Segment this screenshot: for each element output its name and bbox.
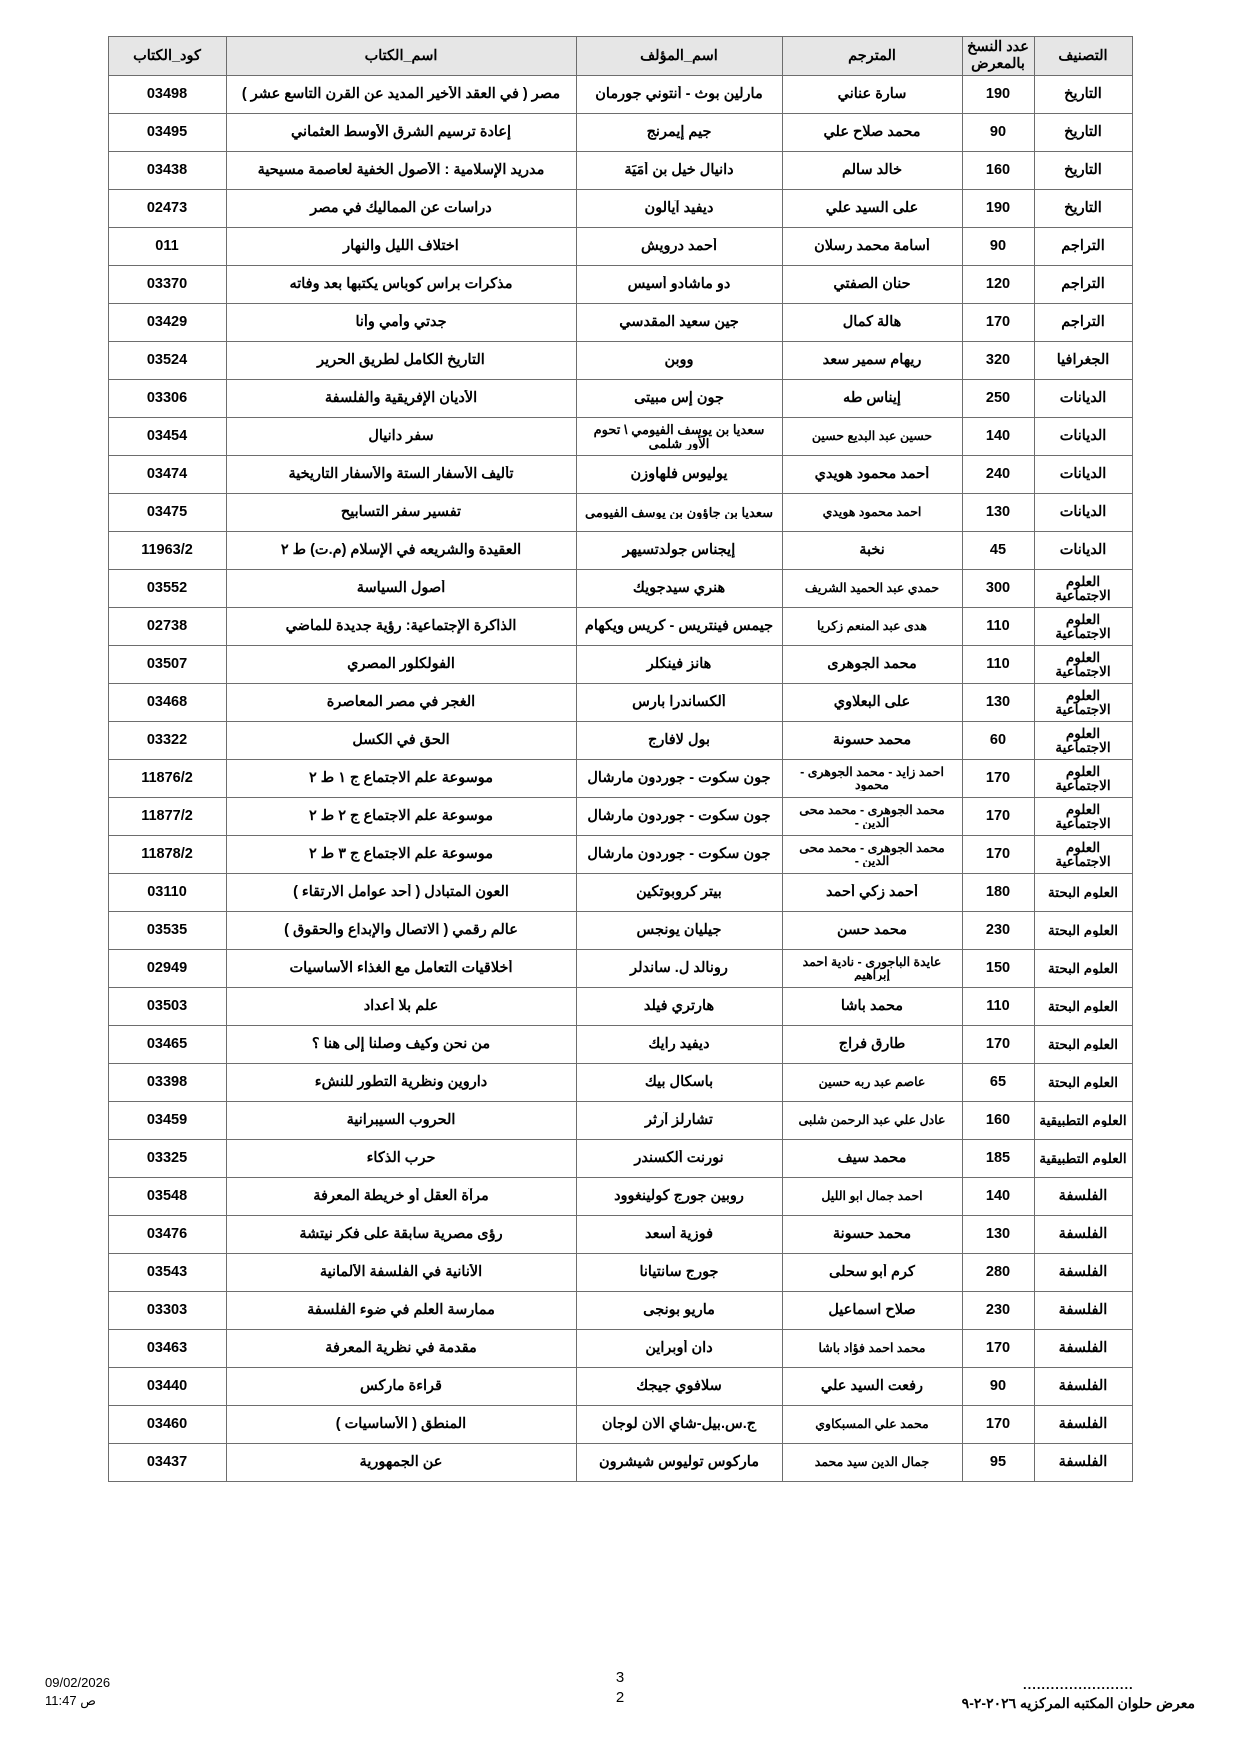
cell-copies: 60 [962,722,1034,760]
cell-author: يوليوس فلهاوزن [576,456,782,494]
cell-classification: التاريخ [1034,190,1132,228]
cell-classification: الفلسفة [1034,1330,1132,1368]
cell-title: الأديان الإفريقية والفلسفة [226,380,576,418]
cell-translator: أحمد محمود هويدي [782,456,962,494]
cell-author: جين سعيد المقدسي [576,304,782,342]
cell-copies: 130 [962,1216,1034,1254]
cell-translator: حسين عبد البديع حسين [782,418,962,456]
table-row [108,570,1132,608]
cell-translator: أحمد زكي أحمد [782,874,962,912]
cell-classification: الفلسفة [1034,1216,1132,1254]
cell-classification: التاريخ [1034,152,1132,190]
cell-translator: سارة عناني [782,76,962,114]
footer-exhibition-label: معرض حلوان المكتبه المركزيه ٢٠٢٦-٢-٩ [961,1694,1195,1711]
cell-author: جورج سانتيانا [576,1254,782,1292]
footer-time: 11:47 ص [45,1693,96,1709]
cell-translator: إيناس طه [782,380,962,418]
table-row [108,684,1132,722]
cell-classification: العلوم الاجتماعية [1034,646,1132,684]
cell-code: 03465 [108,1026,226,1064]
table-header [108,37,1132,76]
page-number-bottom: 2 [615,1688,625,1706]
cell-code: 03398 [108,1064,226,1102]
cell-translator: محمد سيف [782,1140,962,1178]
cell-title: سفر دانيال [226,418,576,456]
table-row [108,152,1132,190]
page-footer [0,1660,1240,1732]
table-row [108,532,1132,570]
cell-title: جدتي وأمي وأنا [226,304,576,342]
table-row [108,912,1132,950]
cell-title: الأنانية في الفلسفة الألمانية [226,1254,576,1292]
cell-author: ج.س.بيل-شاي الان لوجان [576,1406,782,1444]
cell-copies: 160 [962,152,1034,190]
table-row [108,76,1132,114]
cell-title: داروين ونظرية التطور للنشء [226,1064,576,1102]
cell-title: المنطق ( الأساسيات ) [226,1406,576,1444]
cell-title: مذكرات براس كوباس يكتبها بعد وفاته [226,266,576,304]
cell-code: 03495 [108,114,226,152]
cell-code: 02738 [108,608,226,646]
cell-copies: 170 [962,760,1034,798]
cell-code: 03498 [108,76,226,114]
cell-title: موسوعة علم الاجتماع ج ٢ ط ٢ [226,798,576,836]
cell-code: 03503 [108,988,226,1026]
cell-author: دان أوبراين [576,1330,782,1368]
cell-translator: حنان الصفتي [782,266,962,304]
cell-author: سلافوي جيجك [576,1368,782,1406]
cell-classification: الفلسفة [1034,1178,1132,1216]
cell-code: 03524 [108,342,226,380]
page-number-top: 3 [615,1669,625,1686]
cell-copies: 90 [962,228,1034,266]
cell-copies: 320 [962,342,1034,380]
cell-author: ماركوس توليوس شيشرون [576,1444,782,1482]
cell-classification: العلوم الاجتماعية [1034,798,1132,836]
cell-copies: 170 [962,836,1034,874]
cell-classification: التاريخ [1034,76,1132,114]
cell-classification: الديانات [1034,532,1132,570]
cell-author: جيمس فينتريس - كريس ويكهام [576,608,782,646]
cell-code: 03454 [108,418,226,456]
cell-code: 11876/2 [108,760,226,798]
cell-author: هارتري فيلد [576,988,782,1026]
cell-classification: العلوم الاجتماعية [1034,836,1132,874]
cell-author: ديفيد رايك [576,1026,782,1064]
cell-copies: 190 [962,190,1034,228]
cell-copies: 110 [962,988,1034,1026]
table-row [108,380,1132,418]
table-row [108,836,1132,874]
cell-translator: أسامة محمد رسلان [782,228,962,266]
cell-title: مصر ( في العقد الأخير المديد عن القرن التاسع عشر ) [226,76,576,114]
cell-copies: 170 [962,798,1034,836]
cell-copies: 90 [962,1368,1034,1406]
cell-code: 03552 [108,570,226,608]
cell-classification: العلوم البحتة [1034,988,1132,1026]
cell-copies: 140 [962,418,1034,456]
table-row [108,266,1132,304]
cell-copies: 180 [962,874,1034,912]
cell-code: 03325 [108,1140,226,1178]
table-row [108,304,1132,342]
cell-author: جون سكوت - جوردون مارشال [576,836,782,874]
cell-author: ألكساندرا بارس [576,684,782,722]
table-row [108,988,1132,1026]
cell-copies: 130 [962,494,1034,532]
cell-author: ديفيد آيالون [576,190,782,228]
table-row [108,1140,1132,1178]
cell-translator: عايدة الباجورى - نادية أحمد إبراهيم [782,950,962,988]
cell-code: 03543 [108,1254,226,1292]
column-header-copies: عدد النسخ بالمعرض [962,37,1034,76]
cell-title: أصول السياسة [226,570,576,608]
table-row [108,1064,1132,1102]
table-row [108,1178,1132,1216]
cell-author: جيليان يونجس [576,912,782,950]
cell-title: عن الجمهورية [226,1444,576,1482]
cell-classification: الجغرافيا [1034,342,1132,380]
table-body [108,76,1132,1482]
cell-author: دو ماشادو أسيس [576,266,782,304]
cell-classification: العلوم الاجتماعية [1034,608,1132,646]
cell-author: جون سكوت - جوردون مارشال [576,798,782,836]
cell-code: 03303 [108,1292,226,1330]
cell-translator: عادل علي عبد الرحمن شلبى [782,1102,962,1140]
cell-code: 03507 [108,646,226,684]
cell-title: موسوعة علم الاجتماع ج ١ ط ٢ [226,760,576,798]
cell-translator: هالة كمال [782,304,962,342]
column-header-author: اسم_المؤلف [576,37,782,76]
column-header-classification: التصنيف [1034,37,1132,76]
table-row [108,608,1132,646]
cell-code: 03306 [108,380,226,418]
cell-title: إعادة ترسيم الشرق الأوسط العثماني [226,114,576,152]
cell-author: جون إس مبيتى [576,380,782,418]
cell-code: 11878/2 [108,836,226,874]
cell-code: 011 [108,228,226,266]
cell-copies: 130 [962,684,1034,722]
cell-author: بول لافارج [576,722,782,760]
cell-title: رؤى مصرية سابقة على فكر نيتشة [226,1216,576,1254]
cell-code: 03475 [108,494,226,532]
cell-translator: محمد حسونة [782,722,962,760]
cell-title: التاريخ الكامل لطريق الحرير [226,342,576,380]
cell-classification: العلوم الاجتماعية [1034,760,1132,798]
cell-translator: احمد زايد - محمد الجوهرى - محمود [782,760,962,798]
cell-translator: ريهام سمير سعد [782,342,962,380]
cell-copies: 140 [962,1178,1034,1216]
cell-classification: العلوم البحتة [1034,874,1132,912]
cell-title: ممارسة العلم في ضوء الفلسفة [226,1292,576,1330]
books-table [108,36,1133,1482]
cell-code: 03322 [108,722,226,760]
cell-code: 03110 [108,874,226,912]
cell-title: الذاكرة الإجتماعية: رؤية جديدة للماضي [226,608,576,646]
cell-classification: العلوم الاجتماعية [1034,570,1132,608]
cell-code: 11877/2 [108,798,226,836]
cell-classification: الفلسفة [1034,1406,1132,1444]
cell-classification: التراجم [1034,228,1132,266]
cell-translator: جمال الدين سيد محمد [782,1444,962,1482]
cell-title: مقدمة في نظرية المعرفة [226,1330,576,1368]
cell-author: سعديا بن جاؤون بن يوسف الفيومى [576,494,782,532]
cell-title: مدريد الإسلامية : الأصول الخفية لعاصمة مسيحية [226,152,576,190]
table-row [108,228,1132,266]
cell-translator: هدى عبد المنعم زكريا [782,608,962,646]
column-header-title: اسم_الكتاب [226,37,576,76]
cell-author: أحمد درويش [576,228,782,266]
cell-classification: الديانات [1034,418,1132,456]
column-header-code: كود_الكتاب [108,37,226,76]
column-header-translator: المترجم [782,37,962,76]
table-row [108,494,1132,532]
cell-author: دانيال خيل بن أمَيَة [576,152,782,190]
cell-code: 03548 [108,1178,226,1216]
table-row [108,760,1132,798]
cell-author: بيتر كروبوتكين [576,874,782,912]
cell-author: روبين جورج كولينغوود [576,1178,782,1216]
cell-translator: صلاح اسماعيل [782,1292,962,1330]
cell-title: علم بلا أعداد [226,988,576,1026]
cell-translator: عاصم عبد ربه حسين [782,1064,962,1102]
cell-author: ماريو بونجى [576,1292,782,1330]
table-row [108,456,1132,494]
cell-translator: محمد باشا [782,988,962,1026]
cell-author: هنري سيدجويك [576,570,782,608]
cell-translator: على البعلاوي [782,684,962,722]
table-row [108,114,1132,152]
cell-code: 03370 [108,266,226,304]
cell-classification: التاريخ [1034,114,1132,152]
cell-title: اختلاف الليل والنهار [226,228,576,266]
footer-date: 09/02/2026 [45,1675,111,1690]
table-row [108,418,1132,456]
table-row [108,1330,1132,1368]
cell-author: مارلين بوث - أنتوني جورمان [576,76,782,114]
cell-author: إيجناس جولدتسيهر [576,532,782,570]
cell-title: دراسات عن المماليك في مصر [226,190,576,228]
cell-code: 03438 [108,152,226,190]
cell-code: 03437 [108,1444,226,1482]
cell-title: تأليف الأسفار الستة والأسفار التاريخية [226,456,576,494]
cell-title: العون المتبادل ( أحد عوامل الارتقاء ) [226,874,576,912]
cell-translator: نخبة [782,532,962,570]
cell-classification: العلوم البحتة [1034,1026,1132,1064]
cell-author: سعديا بن يوسف الفيومي \ تحوم الأور شلمى [576,418,782,456]
cell-title: الحروب السيبرانية [226,1102,576,1140]
cell-classification: التراجم [1034,304,1132,342]
cell-title: الغجر في مصر المعاصرة [226,684,576,722]
cell-classification: العلوم البحتة [1034,912,1132,950]
footer-timestamp [45,1674,110,1710]
cell-classification: الديانات [1034,494,1132,532]
table-row [108,646,1132,684]
cell-classification: العلوم البحتة [1034,1064,1132,1102]
cell-classification: العلوم التطبيقية [1034,1102,1132,1140]
footer-dots: ........................ [1022,1677,1134,1692]
cell-author: نورنت ألكسندر [576,1140,782,1178]
cell-translator: محمد حسن [782,912,962,950]
table-row [108,1444,1132,1482]
table-row [108,950,1132,988]
cell-code: 03476 [108,1216,226,1254]
cell-copies: 170 [962,304,1034,342]
table-row [108,1216,1132,1254]
cell-code: 03459 [108,1102,226,1140]
cell-code: 03460 [108,1406,226,1444]
cell-classification: التراجم [1034,266,1132,304]
table-row [108,722,1132,760]
table-row [108,1102,1132,1140]
cell-title: حرب الذكاء [226,1140,576,1178]
cell-classification: العلوم التطبيقية [1034,1140,1132,1178]
cell-copies: 45 [962,532,1034,570]
footer-exhibition-block [962,1676,1195,1712]
cell-translator: محمد أحمد فؤاد باشا [782,1330,962,1368]
cell-translator: حمدي عبد الحميد الشريف [782,570,962,608]
cell-classification: الديانات [1034,380,1132,418]
cell-code: 02949 [108,950,226,988]
cell-copies: 65 [962,1064,1034,1102]
cell-copies: 250 [962,380,1034,418]
cell-translator: محمد حسونة [782,1216,962,1254]
cell-classification: الفلسفة [1034,1254,1132,1292]
table-row [108,190,1132,228]
cell-copies: 110 [962,646,1034,684]
cell-title: مرآة العقل أو خريطة المعرفة [226,1178,576,1216]
cell-copies: 240 [962,456,1034,494]
cell-translator: محمد الجوهرى [782,646,962,684]
cell-translator: على السيد علي [782,190,962,228]
cell-code: 11963/2 [108,532,226,570]
cell-title: العقيدة والشريعه في الإسلام (م.ت) ط ٢ [226,532,576,570]
cell-author: ووبن [576,342,782,380]
table-row [108,874,1132,912]
cell-author: باسكال بيك [576,1064,782,1102]
cell-translator: كرم أبو سحلى [782,1254,962,1292]
cell-copies: 190 [962,76,1034,114]
cell-author: جون سكوت - جوردون مارشال [576,760,782,798]
table-row [108,798,1132,836]
cell-author: تشارلز آرثر [576,1102,782,1140]
cell-code: 02473 [108,190,226,228]
cell-code: 03468 [108,684,226,722]
cell-copies: 150 [962,950,1034,988]
cell-code: 03429 [108,304,226,342]
cell-copies: 230 [962,1292,1034,1330]
cell-title: الحق في الكسل [226,722,576,760]
cell-author: جيم إيمرنج [576,114,782,152]
cell-classification: الفلسفة [1034,1292,1132,1330]
table-row [108,1026,1132,1064]
cell-author: رونالد ل. ساندلر [576,950,782,988]
table-row [108,1254,1132,1292]
table-row [108,1406,1132,1444]
cell-title: أخلاقيات التعامل مع الغذاء الأساسيات [226,950,576,988]
cell-copies: 90 [962,114,1034,152]
cell-copies: 280 [962,1254,1034,1292]
cell-copies: 170 [962,1026,1034,1064]
cell-translator: طارق فراج [782,1026,962,1064]
cell-translator: محمد صلاح علي [782,114,962,152]
cell-title: من نحن وكيف وصلنا إلى هنا ؟ [226,1026,576,1064]
cell-code: 03440 [108,1368,226,1406]
cell-copies: 120 [962,266,1034,304]
cell-translator: محمد الجوهرى - محمد محى الدين - [782,836,962,874]
cell-author: هانز فينكلر [576,646,782,684]
cell-title: عالم رقمي ( الاتصال والإبداع والحقوق ) [226,912,576,950]
cell-copies: 170 [962,1406,1034,1444]
cell-title: موسوعة علم الاجتماع ج ٣ ط ٢ [226,836,576,874]
cell-code: 03474 [108,456,226,494]
footer-page-number [616,1668,624,1707]
cell-classification: العلوم البحتة [1034,950,1132,988]
cell-classification: العلوم الاجتماعية [1034,722,1132,760]
cell-title: الفولكلور المصري [226,646,576,684]
cell-translator: محمد علي المسبكاوي [782,1406,962,1444]
cell-classification: الفلسفة [1034,1368,1132,1406]
table-header-row [108,37,1132,76]
cell-classification: العلوم الاجتماعية [1034,684,1132,722]
table-row [108,342,1132,380]
cell-classification: الديانات [1034,456,1132,494]
cell-copies: 170 [962,1330,1034,1368]
cell-copies: 185 [962,1140,1034,1178]
cell-code: 03463 [108,1330,226,1368]
cell-translator: خالد سالم [782,152,962,190]
cell-copies: 230 [962,912,1034,950]
cell-title: تفسير سفر التسابيح [226,494,576,532]
cell-classification: الفلسفة [1034,1444,1132,1482]
cell-code: 03535 [108,912,226,950]
cell-translator: أحمد جمال أبو الليل [782,1178,962,1216]
cell-copies: 160 [962,1102,1034,1140]
cell-title: قراءة ماركس [226,1368,576,1406]
table-row [108,1368,1132,1406]
cell-translator: أحمد محمود هويدي [782,494,962,532]
cell-author: فوزية أسعد [576,1216,782,1254]
cell-copies: 110 [962,608,1034,646]
cell-translator: محمد الجوهرى - محمد محى الدين - [782,798,962,836]
cell-copies: 300 [962,570,1034,608]
table-row [108,1292,1132,1330]
cell-copies: 95 [962,1444,1034,1482]
cell-translator: رفعت السيد علي [782,1368,962,1406]
